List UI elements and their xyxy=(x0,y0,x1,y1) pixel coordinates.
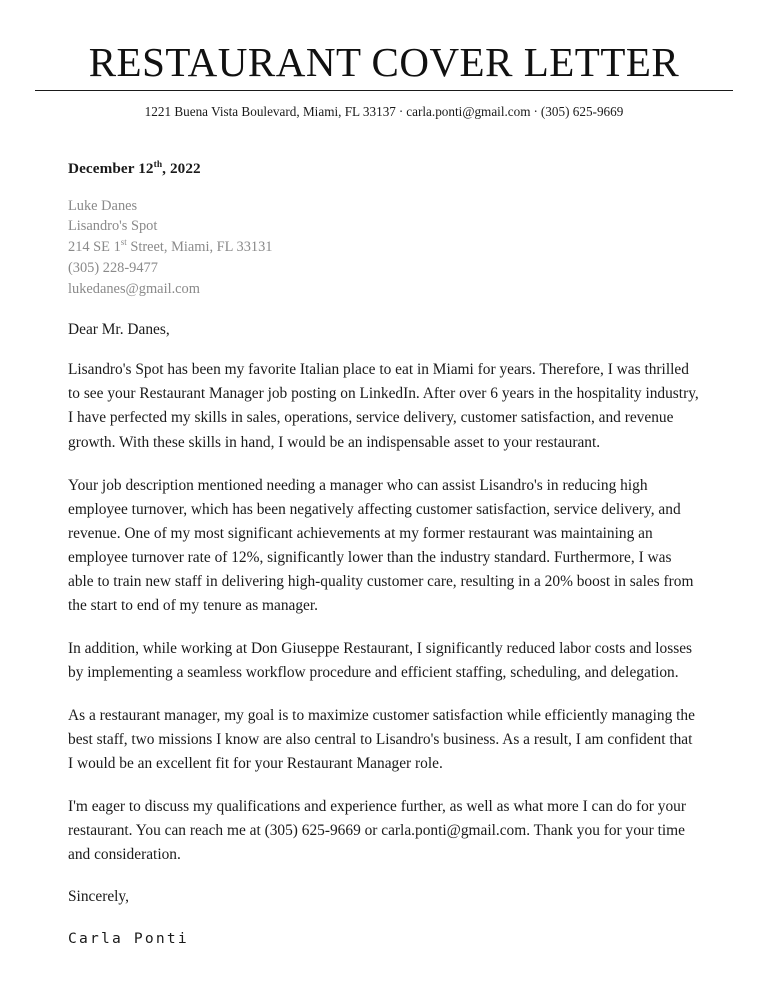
recipient-name: Luke Danes xyxy=(68,197,138,214)
date-month-day: December 12 xyxy=(68,159,154,177)
recipient-address-suffix: Street, Miami, FL 33131 xyxy=(126,239,273,256)
letter-paragraph: I'm eager to discuss my qualifications and experience further, as well as what more I can do for your restaurant. You can reach me at (305) 625-9669 or carla.ponti@gmail.com. Thank you for your time and consideration. xyxy=(68,797,686,863)
contact-separator-icon: · xyxy=(398,104,404,120)
date-ordinal-suffix: th xyxy=(153,159,163,170)
letter-salutation: Dear Mr. Danes, xyxy=(68,321,170,339)
signature-name: Carla Ponti xyxy=(68,929,189,947)
recipient-block xyxy=(68,196,700,300)
sender-address: 1221 Buena Vista Boulevard, Miami, FL 33137 xyxy=(144,104,396,120)
letter-date xyxy=(68,160,700,178)
date-year: , 2022 xyxy=(162,159,201,177)
contact-separator-icon: · xyxy=(533,104,538,120)
header-divider xyxy=(35,90,733,91)
letter-closing: Sincerely, xyxy=(68,887,129,905)
letter-paragraph: Your job description mentioned needing a manager who can assist Lisandro's in reducing high employee turnover, which has been negatively affecting customer satisfaction, service delivery, and revenue. One of my most significant achievements at my former restaurant was maintaining an employee turnover rate of 12%, significantly lower than the industry standard. Furthermore, I was able to train new staff in delivering high-quality customer care, resulting in a 20% boost in sales from the start to end of my tenure as manager. xyxy=(68,476,694,614)
recipient-address-prefix: 214 SE 1 xyxy=(68,239,121,256)
sender-phone[interactable]: (305) 625-9669 xyxy=(540,104,624,120)
letter-header xyxy=(0,0,768,122)
sender-email[interactable]: carla.ponti@gmail.com xyxy=(406,104,531,120)
recipient-phone: (305) 228-9477 xyxy=(68,259,158,276)
recipient-address-ordinal: st xyxy=(120,237,127,248)
letter-paragraph: Lisandro's Spot has been my favorite Italian place to eat in Miami for years. Therefore, I was thrilled to see your Restaurant Manager job posting on LinkedIn. After over 6 years in the hospitality industry, I have perfected my skills in sales, operations, service delivery, customer satisfaction, and revenue growth. With these skills in hand, I would be an indispensable asset to your restaurant. xyxy=(68,361,699,451)
recipient-email: lukedanes@gmail.com xyxy=(68,280,200,297)
letter-paragraph: In addition, while working at Don Giuseppe Restaurant, I significantly reduced labor costs and losses by implementing a seamless workflow procedure and efficient staffing, scheduling, and delegation. xyxy=(68,639,693,681)
letter-paragraph: As a restaurant manager, my goal is to maximize customer satisfaction while efficiently managing the best staff, two missions I know are also central to Lisandro's business. As a result, I am confident that I would be an excellent fit for your Restaurant Manager role. xyxy=(68,706,695,772)
recipient-address xyxy=(68,237,700,258)
sender-contact-line xyxy=(35,103,733,121)
page-title: RESTAURANT COVER LETTER xyxy=(88,39,680,85)
letter-body xyxy=(0,160,768,947)
recipient-company: Lisandro's Spot xyxy=(68,218,158,235)
